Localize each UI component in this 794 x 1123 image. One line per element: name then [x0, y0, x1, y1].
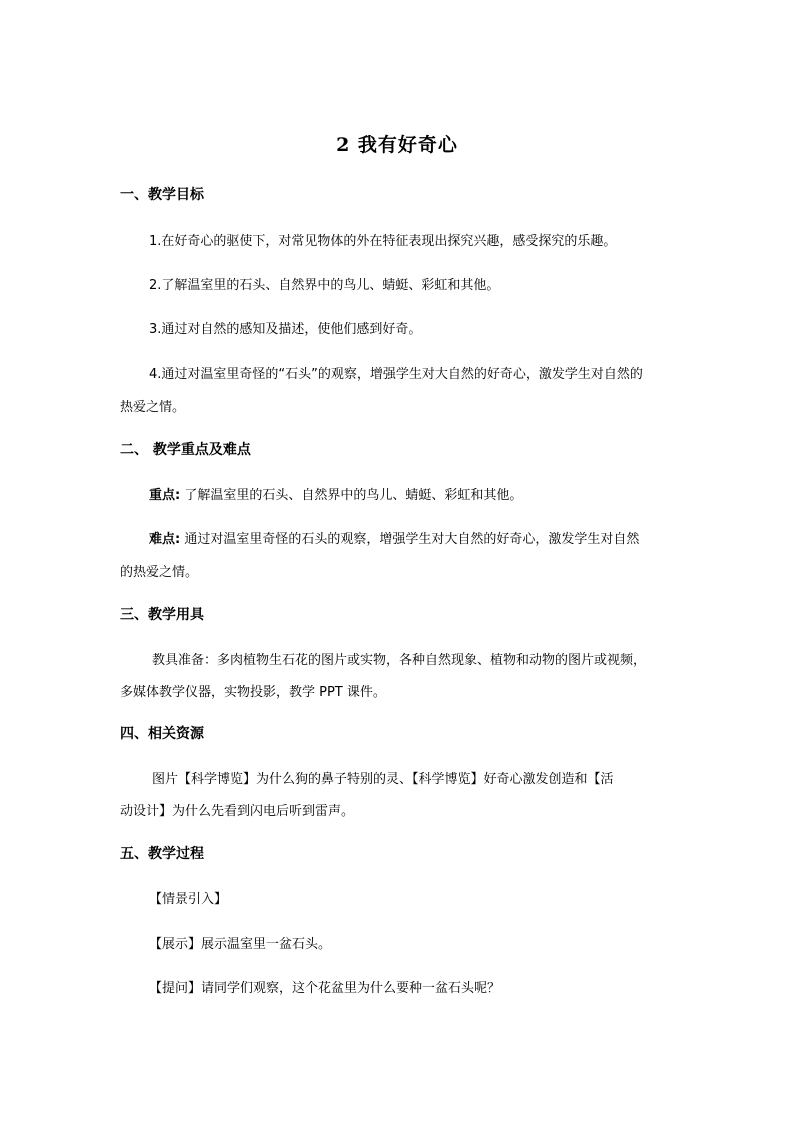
goal-item-4: 4.通过对温室里奇怪的“石头”的观察，增强学生对大自然的好奇心，激发学生对自然的: [149, 367, 643, 382]
page-title: 2 我有好奇心: [336, 134, 458, 156]
section-heading-goals: 一、教学目标: [120, 187, 204, 203]
section-heading-keypoints: 二、 教学重点及难点: [120, 442, 251, 458]
key-point-label: 重点:: [149, 488, 181, 503]
difficulty-label: 难点:: [149, 532, 181, 547]
goal-item-3: 3.通过对自然的感知及描述，使他们感到好奇。: [149, 322, 422, 337]
resources-line-2: 动设计】为什么先看到闪电后听到雷声。: [120, 804, 355, 819]
goal-item-2: 2.了解温室里的石头、自然界中的鸟儿、蜻蜓、彩虹和其他。: [149, 278, 500, 293]
section-heading-resources: 四、相关资源: [120, 726, 204, 742]
difficulty-text: 通过对温室里奇怪的石头的观察，增强学生对大自然的好奇心，激发学生对自然: [180, 532, 640, 547]
goal-item-4-cont: 热爱之情。: [120, 400, 186, 415]
process-step-show: 【展示】展示温室里一盆石头。: [149, 937, 332, 952]
key-point-text: 了解温室里的石头、自然界中的鸟儿、蜻蜓、彩虹和其他。: [180, 488, 523, 503]
process-step-intro: 【情景引入】: [149, 892, 228, 907]
difficulty-line: [149, 528, 639, 547]
key-point-line: [149, 484, 522, 503]
goal-item-1: 1.在好奇心的驱使下，对常见物体的外在特征表现出探究兴趣，感受探究的乐趣。: [149, 234, 617, 249]
tools-line-2: 多媒体教学仪器，实物投影，教学 PPT 课件。: [120, 685, 386, 700]
process-step-question: 【提问】请同学们观察，这个花盆里为什么要种一盆石头呢？: [149, 981, 501, 996]
resources-line-1: 图片【科学博览】为什么狗的鼻子特别的灵、【科学博览】好奇心激发创造和【活: [152, 772, 614, 787]
section-heading-process: 五、教学过程: [120, 846, 204, 862]
difficulty-text-cont: 的热爱之情。: [120, 565, 199, 580]
tools-line-1: 教具准备：多肉植物生石花的图片或实物，各种自然现象、植物和动物的图片或视频，: [152, 653, 647, 668]
section-heading-tools: 三、教学用具: [120, 607, 204, 623]
